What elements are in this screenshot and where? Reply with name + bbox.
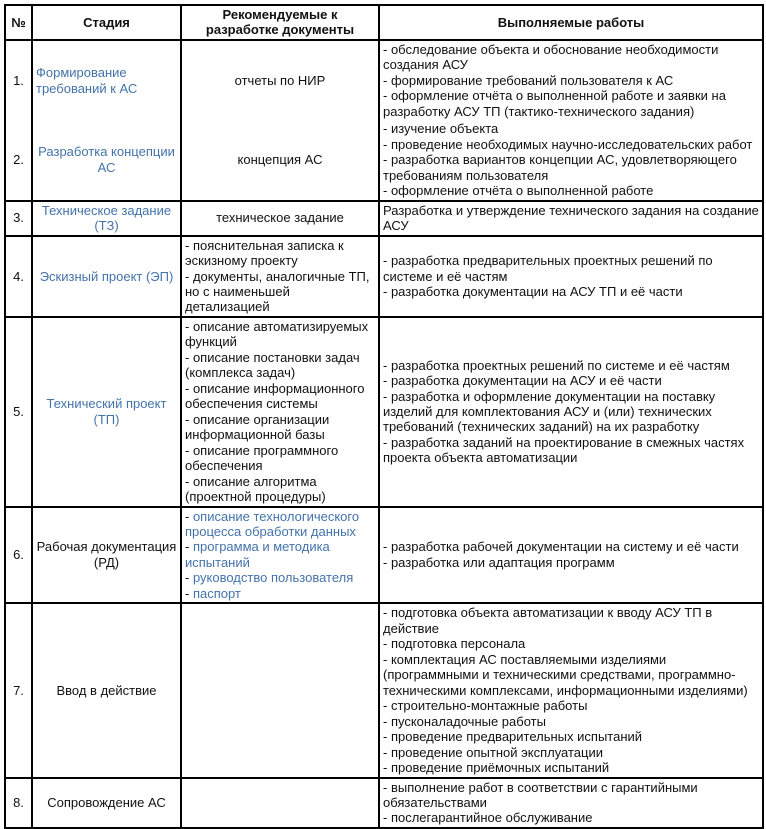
stage-link[interactable]: Формирование требований к АС — [36, 65, 138, 96]
work-item-text: пусконаладочные работы — [390, 713, 546, 729]
work-item-text: разработка документации на АСУ и её части — [390, 373, 662, 389]
work-item — [383, 389, 759, 435]
bullet-dash: - — [383, 121, 391, 137]
work-item — [383, 745, 759, 760]
work-item-text: проведение необходимых научно-исследовательских работ — [390, 136, 753, 152]
work-item-text: разработка заданий на проектирование в смежных частях проекта объекта автоматизации — [383, 434, 745, 466]
document-item-text: описание постановки задач (комплекса задач) — [185, 349, 360, 381]
works-cell — [379, 317, 763, 507]
bullet-dash: - — [383, 713, 391, 729]
work-item-text: послегарантийное обслуживание — [390, 810, 593, 826]
stage-cell — [32, 778, 181, 828]
work-item — [383, 760, 759, 775]
bullet-dash: - — [383, 152, 391, 168]
document-item — [185, 350, 375, 381]
bullet-dash: - — [185, 539, 193, 555]
bullet-dash: - — [383, 810, 391, 826]
work-item — [383, 780, 759, 811]
work-item — [383, 652, 759, 698]
stage-label: Рабочая документация (РД) — [36, 539, 177, 570]
bullet-dash: - — [383, 554, 391, 570]
bullet-dash: - — [383, 357, 391, 373]
document-label: отчеты по НИР — [234, 72, 326, 88]
work-item — [383, 636, 759, 651]
work-item-text: разработка или адаптация программ — [390, 554, 615, 570]
header-row — [5, 5, 763, 40]
documents-cell — [181, 778, 379, 828]
work-item-text: изучение объекта — [390, 121, 499, 137]
works-cell — [379, 778, 763, 828]
stage-cell — [32, 120, 181, 200]
work-item-text: оформление отчёта о выполненной работе — [390, 183, 654, 199]
document-item-text: описание автоматизируемых функций — [185, 318, 369, 350]
row-number-cell: 2. — [5, 120, 32, 200]
work-item — [383, 121, 759, 136]
documents-cell — [181, 603, 379, 777]
work-item-text: выполнение работ в соответствии с гарантийными обязательствами — [383, 779, 698, 810]
work-item-text: разработка предварительных проектных решений по системе и её частям — [383, 253, 713, 284]
bullet-dash: - — [185, 349, 193, 365]
bullet-dash: - — [383, 729, 391, 745]
work-item-text: строительно-монтажные работы — [390, 698, 588, 714]
document-item — [185, 238, 375, 269]
stage-link[interactable]: Разработка концепции АС — [38, 144, 175, 175]
bullet-dash: - — [185, 380, 193, 396]
stage-row — [5, 236, 763, 317]
stage-cell — [32, 201, 181, 236]
work-item — [383, 253, 759, 284]
works-cell — [379, 201, 763, 236]
work-item — [383, 284, 759, 299]
document-item — [185, 269, 375, 315]
work-item — [383, 810, 759, 825]
document-label: концепция АС — [237, 152, 323, 168]
work-item — [383, 698, 759, 713]
work-item-text: проведение опытной эксплуатации — [390, 744, 604, 760]
stage-label: Ввод в действие — [56, 682, 157, 698]
work-item-text: разработка документации на АСУ ТП и её части — [390, 283, 683, 299]
work-item-text: формирование требований пользователя к АС — [390, 72, 674, 88]
bullet-dash: - — [383, 253, 391, 269]
work-item-text: оформление отчёта о выполненной работе и заявки на разработку АСУ ТП (тактико-технического задания) — [383, 88, 726, 119]
document-item-text: описание информационного обеспечения системы — [185, 380, 365, 412]
row-number-cell: 3. — [5, 201, 32, 236]
document-item-text: описание организации информационной базы — [185, 411, 330, 443]
row-number-cell: 5. — [5, 317, 32, 507]
document-item — [185, 509, 375, 540]
stage-cell — [32, 40, 181, 120]
work-item-text: разработка проектных решений по системе и её частям — [390, 357, 730, 373]
document-item-text: описание программного обеспечения — [185, 442, 339, 474]
documents-cell — [181, 201, 379, 236]
stage-row — [5, 778, 763, 828]
bullet-dash: - — [383, 605, 391, 621]
document-item — [185, 319, 375, 350]
bullet-dash: - — [383, 373, 391, 389]
works-cell — [379, 507, 763, 604]
work-item-text: подготовка объекта автоматизации к вводу АСУ ТП в действие — [383, 605, 713, 636]
stage-row — [5, 40, 763, 120]
as-stages-table — [4, 4, 764, 829]
bullet-dash: - — [383, 183, 391, 199]
bullet-dash: - — [185, 411, 193, 427]
bullet-dash: - — [383, 283, 391, 299]
document-item — [185, 474, 375, 505]
stage-cell — [32, 236, 181, 317]
stage-label: Сопровождение АС — [47, 794, 166, 810]
documents-cell — [181, 40, 379, 120]
row-number-cell: 4. — [5, 236, 32, 317]
document-item-text: документы, аналогичные ТП, но с наименьшей детализацией — [185, 268, 370, 315]
bullet-dash: - — [383, 539, 391, 555]
document-item — [185, 443, 375, 474]
document-item — [185, 381, 375, 412]
document-item — [185, 570, 375, 585]
bullet-dash: - — [185, 570, 193, 586]
bullet-dash: - — [383, 136, 391, 152]
work-item-text: разработка рабочей документации на систему и её части — [390, 539, 739, 555]
document-item-link[interactable]: программа и методика испытаний — [185, 539, 330, 570]
work-item-text: обследование объекта и обоснование необходимости создания АСУ — [383, 41, 719, 73]
column-header-documents: Рекомендуемые к разработке документы — [181, 5, 379, 40]
work-item: Разработка и утверждение технического задания на создание АСУ — [383, 202, 759, 234]
document-label: техническое задание — [216, 210, 344, 226]
documents-cell — [181, 236, 379, 317]
stage-cell — [32, 317, 181, 507]
bullet-dash: - — [383, 636, 391, 652]
work-item-text: комплектация АС поставляемыми изделиями (программными и техническими средствами, программно-техническими комплексами, информационными изделиями) — [383, 651, 748, 698]
bullet-dash: - — [185, 237, 193, 253]
stage-link[interactable]: Эскизный проект (ЭП) — [39, 268, 174, 284]
work-item-text: проведение предварительных испытаний — [390, 729, 643, 745]
works-cell — [379, 236, 763, 317]
work-item — [383, 73, 759, 88]
documents-cell — [181, 120, 379, 200]
bullet-dash: - — [383, 88, 391, 104]
work-item-text: разработка и оформление документации на поставку изделий для комплектования АСУ и (или) технических требований (технических заданий) на их разработку — [383, 388, 716, 435]
works-cell — [379, 603, 763, 777]
stage-row — [5, 603, 763, 777]
bullet-dash: - — [383, 72, 391, 88]
bullet-dash: - — [383, 651, 391, 667]
document-item-link[interactable]: руководство пользователя — [192, 570, 354, 586]
bullet-dash: - — [383, 698, 391, 714]
document-item — [185, 586, 375, 601]
work-item — [383, 42, 759, 73]
document-item-text: пояснительная записка к эскизному проекту — [185, 237, 344, 269]
work-item-text: подготовка персонала — [390, 636, 526, 652]
stage-link[interactable]: Технический проект (ТП) — [46, 396, 167, 427]
stage-link[interactable]: Техническое задание (ТЗ) — [41, 202, 172, 234]
row-number-cell: 6. — [5, 507, 32, 604]
work-item — [383, 152, 759, 183]
column-header-works: Выполняемые работы — [379, 5, 763, 40]
stage-cell — [32, 603, 181, 777]
documents-cell — [181, 317, 379, 507]
bullet-dash: - — [185, 442, 193, 458]
bullet-dash: - — [383, 760, 391, 776]
document-item-text: описание алгоритма (проектной процедуры) — [185, 473, 326, 505]
work-item — [383, 729, 759, 744]
stage-row — [5, 120, 763, 200]
work-item-text: разработка вариантов концепции АС, удовлетворяющего требованиям пользователя — [383, 152, 737, 183]
documents-cell — [181, 507, 379, 604]
bullet-dash: - — [185, 508, 193, 524]
work-item — [383, 555, 759, 570]
bullet-dash: - — [383, 41, 391, 57]
work-item-text: проведение приёмочных испытаний — [390, 760, 610, 776]
work-item — [383, 539, 759, 554]
work-item — [383, 373, 759, 388]
stage-row — [5, 201, 763, 236]
bullet-dash: - — [185, 318, 193, 334]
row-number-cell: 8. — [5, 778, 32, 828]
work-item — [383, 435, 759, 466]
stage-cell — [32, 507, 181, 604]
work-item — [383, 88, 759, 119]
row-number-cell: 7. — [5, 603, 32, 777]
works-cell — [379, 40, 763, 120]
document-item — [185, 539, 375, 570]
works-cell — [379, 120, 763, 200]
work-item — [383, 137, 759, 152]
document-item — [185, 412, 375, 443]
document-item-link[interactable]: описание технологического процесса обработки данных — [185, 508, 360, 539]
bullet-dash: - — [383, 744, 391, 760]
bullet-dash: - — [383, 434, 391, 450]
stage-row — [5, 507, 763, 604]
bullet-dash: - — [383, 779, 391, 795]
stage-row — [5, 317, 763, 507]
column-header-stage: Стадия — [32, 5, 181, 40]
work-item — [383, 714, 759, 729]
row-number-cell: 1. — [5, 40, 32, 120]
work-item — [383, 358, 759, 373]
bullet-dash: - — [185, 268, 193, 284]
column-header-number: № — [5, 5, 32, 40]
bullet-dash: - — [185, 473, 193, 489]
document-item-link[interactable]: паспорт — [192, 585, 241, 601]
work-item — [383, 605, 759, 636]
work-item — [383, 183, 759, 198]
bullet-dash: - — [383, 388, 391, 404]
bullet-dash: - — [185, 585, 193, 601]
